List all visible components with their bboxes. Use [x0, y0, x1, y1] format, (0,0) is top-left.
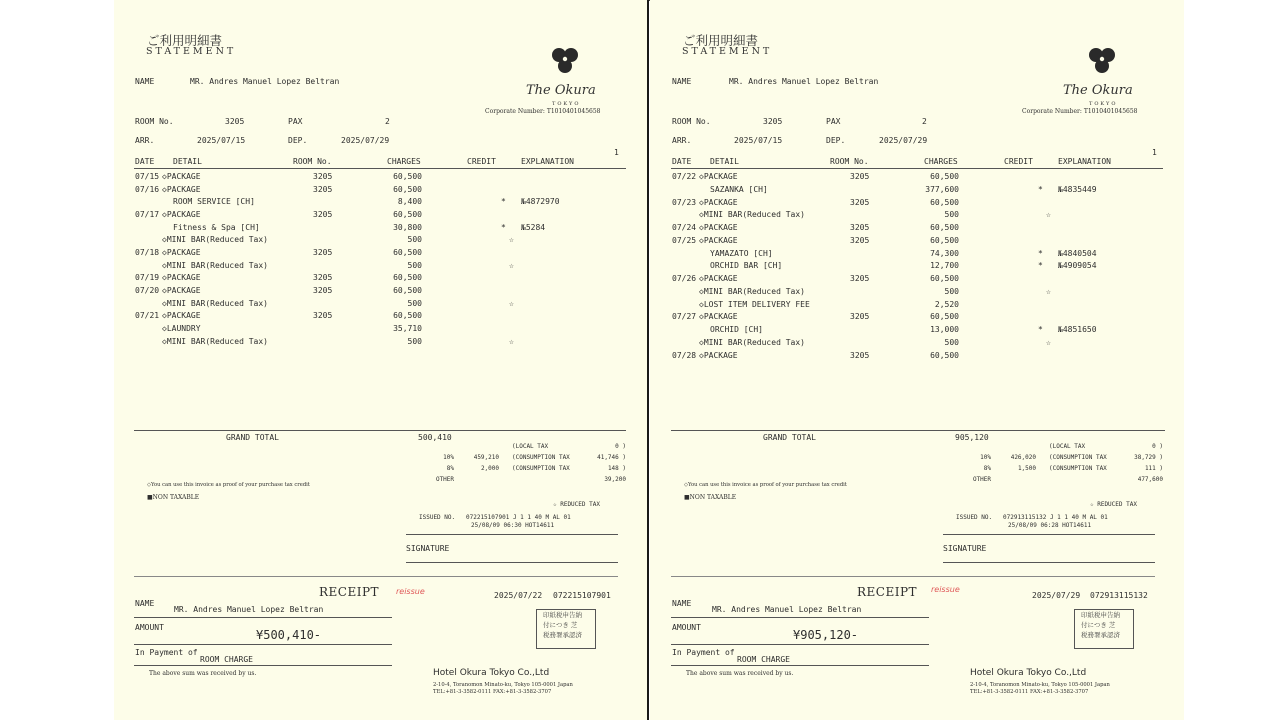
line-charges: 60,500	[930, 197, 959, 207]
tax-label: (LOCAL TAX	[1049, 443, 1086, 450]
stamp-line: 付につき 芝	[543, 621, 578, 629]
line-detail: ◇MINI BAR(Reduced Tax)	[699, 286, 805, 296]
line-detail: ◇PACKAGE	[699, 172, 738, 181]
line-detail: ◇MINI BAR(Reduced Tax)	[162, 260, 268, 270]
line-date: 07/22	[672, 172, 697, 181]
statement-title-en: STATEMENT	[146, 46, 237, 57]
line-charges: 60,500	[393, 286, 422, 295]
line-explanation: №4835449	[1058, 184, 1097, 194]
col-charges: CHARGES	[387, 157, 421, 166]
grand-total-label: GRAND TOTAL	[226, 433, 279, 442]
hotel-address: 2-10-4, Toranomon Minato-ku, Tokyo 105-0001 Japan	[970, 682, 1110, 688]
line-room: 3205	[850, 197, 870, 207]
line-room: 3205	[850, 223, 870, 232]
room-label: ROOM No.	[135, 117, 174, 126]
non-taxable-note: ■NON TAXABLE	[684, 494, 737, 501]
line-detail: ◇PACKAGE	[162, 311, 201, 321]
line-charges: 500	[944, 337, 959, 347]
statement-page	[114, 0, 648, 720]
line-charges: 60,500	[930, 312, 959, 322]
line-credit-mark: *	[1038, 261, 1043, 271]
statement-page	[650, 0, 1184, 720]
tax-amount: 39,200	[604, 476, 626, 483]
issued-label: ISSUED NO.	[956, 514, 993, 521]
dep-date: 2025/07/29	[341, 136, 390, 145]
hotel-city: TOKYO	[552, 101, 581, 107]
line-detail: SAZANKA [CH]	[710, 184, 768, 194]
line-date: 07/28	[672, 350, 697, 360]
signature-line	[406, 562, 618, 563]
grand-total-label: GRAND TOTAL	[763, 433, 816, 442]
line-charges: 35,710	[393, 324, 422, 333]
receipt-name: MR. Andres Manuel Lopez Beltran	[712, 605, 862, 614]
line-room: 3205	[850, 235, 870, 245]
line-date: 07/20	[135, 286, 160, 295]
arr-date: 2025/07/15	[197, 136, 246, 145]
line-date: 07/17	[135, 210, 160, 219]
line-detail: ◇PACKAGE	[699, 312, 738, 322]
okura-logo-icon	[1086, 46, 1118, 76]
signature-line	[943, 562, 1155, 563]
stamp-line: 税務署承認済	[543, 631, 582, 639]
line-charges: 12,700	[930, 261, 959, 271]
line-credit-mark: ☆	[1046, 337, 1051, 347]
statement-title-jp: ご利用明細書	[147, 33, 223, 48]
line-charges: 8,400	[397, 197, 422, 207]
issued-time: 25/08/09 06:30 HOT14611	[471, 522, 555, 529]
receipt-name-label: NAME	[672, 599, 692, 608]
tax-amount: 148 )	[607, 465, 626, 472]
receipt-date: 2025/07/29	[1032, 591, 1081, 600]
stamp-line: 印紙税申告納	[1081, 611, 1120, 619]
line-detail: ◇PACKAGE	[699, 197, 738, 207]
reissue-mark: reissue	[396, 587, 425, 596]
line-room: 3205	[313, 248, 333, 257]
hotel-address: 2-10-4, Toranomon Minato-ku, Tokyo 105-0001 Japan	[433, 682, 573, 688]
total-rule	[134, 430, 626, 431]
tax-amount: 41,746 )	[597, 454, 626, 461]
pax-label: PAX	[826, 117, 841, 126]
issued-rule	[943, 534, 1155, 535]
line-explanation: №4851650	[1058, 325, 1097, 334]
receipt-name-rule	[134, 617, 392, 618]
line-date: 07/18	[135, 248, 160, 257]
hotel-logo-text: The Okura	[1063, 83, 1133, 98]
reissue-mark: reissue	[931, 585, 960, 594]
line-credit-mark: *	[1038, 184, 1043, 194]
line-room: 3205	[313, 184, 333, 194]
payment-rule	[671, 665, 929, 666]
stamp-line: 印紙税申告納	[543, 611, 582, 619]
line-room: 3205	[313, 273, 333, 283]
issued-time: 25/08/09 06:28 HOT14611	[1008, 522, 1092, 529]
line-detail: ◇PACKAGE	[162, 248, 201, 257]
line-date: 07/19	[135, 273, 160, 283]
line-room: 3205	[313, 311, 333, 321]
line-credit-mark: *	[1038, 325, 1043, 334]
line-charges: 500	[407, 336, 422, 346]
hotel-phone: TEL:+81-3-3582-0111 FAX:+81-3-3582-3707	[433, 689, 552, 695]
guest-name: MR. Andres Manuel Lopez Beltran	[729, 77, 879, 86]
col-room: ROOM No.	[293, 157, 332, 166]
line-credit-mark: ☆	[509, 298, 514, 308]
line-charges: 500	[944, 210, 959, 220]
payment-rule	[134, 665, 392, 666]
line-detail: ORCHID BAR [CH]	[710, 261, 783, 271]
line-date: 07/27	[672, 312, 697, 322]
col-date: DATE	[135, 157, 155, 166]
pax-value: 2	[385, 117, 390, 126]
line-room: 3205	[850, 350, 870, 360]
header-rule	[671, 168, 1163, 169]
line-charges: 13,000	[930, 325, 959, 334]
tax-base: 459,210	[473, 454, 499, 461]
received-note: The above sum was received by us.	[149, 670, 257, 677]
page-divider	[647, 0, 649, 720]
total-rule	[671, 430, 1165, 431]
issued-label: ISSUED NO.	[419, 514, 456, 521]
receipt-amount-rule	[134, 644, 392, 645]
line-detail: ◇MINI BAR(Reduced Tax)	[162, 235, 268, 245]
line-detail: ◇PACKAGE	[699, 350, 738, 360]
line-charges: 2,520	[934, 299, 959, 309]
header-rule	[134, 168, 626, 169]
line-charges: 60,500	[930, 235, 959, 245]
hotel-phone: TEL:+81-3-3582-0111 FAX:+81-3-3582-3707	[970, 689, 1089, 695]
line-detail: ◇PACKAGE	[162, 286, 201, 295]
hotel-company-name: Hotel Okura Tokyo Co.,Ltd	[433, 668, 550, 678]
line-charges: 60,500	[393, 172, 422, 181]
arr-date: 2025/07/15	[734, 136, 783, 145]
tax-amount: 477,600	[1137, 476, 1163, 483]
receipt-divider	[134, 576, 618, 577]
line-room: 3205	[313, 210, 333, 219]
issued-rule	[406, 534, 618, 535]
receipt-title: RECEIPT	[857, 585, 918, 599]
reduced-tax-note: ☆ REDUCED TAX	[1090, 501, 1137, 508]
signature-label: SIGNATURE	[943, 544, 987, 553]
line-detail: YAMAZATO [CH]	[710, 248, 773, 258]
line-detail: ROOM SERVICE [CH]	[173, 197, 255, 207]
receipt-name-label: NAME	[135, 599, 155, 608]
line-credit-mark: ☆	[1046, 286, 1051, 296]
corporate-number: Corporate Number: T1010401045658	[1022, 108, 1138, 115]
name-label: NAME	[672, 77, 692, 86]
payment-label: In Payment of	[672, 648, 735, 657]
col-detail: DETAIL	[710, 157, 739, 166]
line-credit-mark: ☆	[509, 336, 514, 346]
receipt-amount-rule	[671, 644, 929, 645]
tax-rate: OTHER	[972, 476, 991, 483]
receipt-name: MR. Andres Manuel Lopez Beltran	[174, 605, 324, 614]
corporate-number: Corporate Number: T1010401045658	[485, 108, 601, 115]
payment-label: In Payment of	[135, 648, 198, 657]
line-charges: 500	[407, 298, 422, 308]
line-credit-mark: ☆	[1046, 210, 1051, 220]
okura-logo-icon	[549, 46, 581, 76]
line-room: 3205	[313, 286, 333, 295]
tax-rate: 8%	[983, 465, 991, 472]
tax-amount: 111 )	[1144, 465, 1163, 472]
line-charges: 30,800	[393, 222, 422, 232]
tax-base: 1,500	[1017, 465, 1036, 472]
tax-rate: 10%	[980, 454, 991, 461]
line-room: 3205	[850, 172, 870, 181]
arr-label: ARR.	[135, 136, 155, 145]
line-date: 07/16	[135, 184, 160, 194]
reduced-tax-note: ☆ REDUCED TAX	[553, 501, 600, 508]
tax-label: (CONSUMPTION TAX	[512, 454, 570, 461]
statement-title-jp: ご利用明細書	[683, 33, 759, 48]
line-credit-mark: *	[501, 222, 506, 232]
issued-number: 072215107901 J 1 1 40 M AL 01	[466, 514, 571, 521]
line-charges: 60,500	[930, 274, 959, 283]
line-explanation: №4840504	[1058, 248, 1097, 258]
tax-base: 2,000	[480, 465, 499, 472]
line-charges: 500	[407, 260, 422, 270]
line-detail: Fitness & Spa [CH]	[173, 222, 260, 232]
tax-amount: 0 )	[1152, 443, 1163, 450]
line-credit-mark: ☆	[509, 260, 514, 270]
receipt-amount: ¥905,120-	[793, 628, 859, 642]
name-label: NAME	[135, 77, 155, 86]
col-credit: CREDIT	[467, 157, 496, 166]
hotel-company-name: Hotel Okura Tokyo Co.,Ltd	[970, 668, 1087, 678]
tax-rate: 10%	[443, 454, 454, 461]
line-charges: 500	[407, 235, 422, 245]
tax-rate: OTHER	[435, 476, 454, 483]
statement-title-en: STATEMENT	[682, 46, 773, 57]
tax-amount: 38,729 )	[1134, 454, 1163, 461]
col-date: DATE	[672, 157, 692, 166]
revenue-stamp-box	[1074, 609, 1134, 649]
dep-label: DEP.	[288, 136, 308, 145]
col-explanation: EXPLANATION	[521, 157, 574, 166]
received-note: The above sum was received by us.	[686, 670, 794, 677]
line-charges: 60,500	[393, 184, 422, 194]
line-charges: 60,500	[930, 350, 959, 360]
guest-name: MR. Andres Manuel Lopez Beltran	[190, 77, 340, 86]
grand-total-value: 500,410	[418, 433, 452, 442]
receipt-number: 072215107901	[553, 591, 611, 600]
line-credit-mark: *	[1038, 248, 1043, 258]
hotel-logo-text: The Okura	[526, 83, 596, 98]
pax-label: PAX	[288, 117, 303, 126]
col-detail: DETAIL	[173, 157, 202, 166]
line-room: 3205	[850, 312, 870, 322]
receipt-divider	[671, 576, 1155, 577]
receipt-number: 072913115132	[1090, 591, 1148, 600]
proof-note: ◇You can use this invoice as proof of your purchase tax credit	[147, 482, 310, 488]
line-detail: ◇PACKAGE	[699, 223, 738, 232]
line-detail: ◇PACKAGE	[699, 274, 738, 283]
revenue-stamp-box	[536, 609, 596, 649]
line-charges: 60,500	[930, 223, 959, 232]
proof-note: ◇You can use this invoice as proof of your purchase tax credit	[684, 482, 847, 488]
room-label: ROOM No.	[672, 117, 711, 126]
issued-number: 072913115132 J 1 1 40 M AL 01	[1003, 514, 1108, 521]
room-number: 3205	[225, 117, 245, 126]
line-detail: ◇PACKAGE	[162, 210, 201, 219]
col-room: ROOM No.	[830, 157, 869, 166]
line-date: 07/24	[672, 223, 697, 232]
line-explanation: №5284	[521, 222, 546, 232]
line-charges: 60,500	[393, 273, 422, 283]
receipt-amount: ¥500,410-	[256, 628, 322, 642]
line-detail: ◇PACKAGE	[162, 172, 201, 181]
grand-total-value: 905,120	[955, 433, 989, 442]
line-detail: ◇MINI BAR(Reduced Tax)	[162, 336, 268, 346]
line-credit-mark: *	[501, 197, 506, 207]
stamp-line: 付につき 芝	[1081, 621, 1116, 629]
payment-for: ROOM CHARGE	[737, 655, 790, 664]
col-explanation: EXPLANATION	[1058, 157, 1111, 166]
tax-base: 426,020	[1010, 454, 1036, 461]
receipt-title: RECEIPT	[319, 585, 380, 599]
pax-value: 2	[922, 117, 927, 126]
non-taxable-note: ■NON TAXABLE	[147, 494, 200, 501]
col-charges: CHARGES	[924, 157, 958, 166]
line-detail: ◇PACKAGE	[699, 235, 738, 245]
tax-label: (CONSUMPTION TAX	[1049, 454, 1107, 461]
line-charges: 377,600	[925, 184, 959, 194]
stamp-line: 税務署承認済	[1081, 631, 1120, 639]
line-date: 07/15	[135, 172, 160, 181]
line-date: 07/25	[672, 235, 697, 245]
line-detail: ◇MINI BAR(Reduced Tax)	[699, 210, 805, 220]
line-charges: 74,300	[930, 248, 959, 258]
line-charges: 60,500	[930, 172, 959, 181]
line-detail: ORCHID [CH]	[710, 325, 763, 334]
line-charges: 60,500	[393, 210, 422, 219]
tax-label: (CONSUMPTION TAX	[1049, 465, 1107, 472]
line-charges: 60,500	[393, 311, 422, 321]
line-explanation: №4909054	[1058, 261, 1097, 271]
line-detail: ◇PACKAGE	[162, 184, 201, 194]
tax-label: (LOCAL TAX	[512, 443, 549, 450]
receipt-date: 2025/07/22	[494, 591, 543, 600]
line-detail: ◇MINI BAR(Reduced Tax)	[162, 298, 268, 308]
dep-date: 2025/07/29	[879, 136, 928, 145]
hotel-city: TOKYO	[1089, 101, 1118, 107]
line-charges: 60,500	[393, 248, 422, 257]
arr-label: ARR.	[672, 136, 692, 145]
page-number: 1	[614, 148, 619, 157]
line-detail: ◇PACKAGE	[162, 273, 201, 283]
receipt-amount-label: AMOUNT	[672, 623, 701, 632]
payment-for: ROOM CHARGE	[200, 655, 253, 664]
receipt-amount-label: AMOUNT	[135, 623, 164, 632]
line-room: 3205	[313, 172, 333, 181]
line-explanation: №4872970	[521, 197, 560, 207]
receipt-name-rule	[671, 617, 929, 618]
col-credit: CREDIT	[1004, 157, 1033, 166]
dep-label: DEP.	[826, 136, 846, 145]
tax-amount: 0 )	[615, 443, 626, 450]
tax-label: (CONSUMPTION TAX	[512, 465, 570, 472]
tax-rate: 8%	[446, 465, 454, 472]
line-detail: ◇MINI BAR(Reduced Tax)	[699, 337, 805, 347]
page-number: 1	[1152, 148, 1157, 157]
line-date: 07/23	[672, 197, 697, 207]
line-credit-mark: ☆	[509, 235, 514, 245]
line-detail: ◇LAUNDRY	[162, 324, 201, 333]
line-date: 07/21	[135, 311, 160, 321]
line-room: 3205	[850, 274, 870, 283]
line-date: 07/26	[672, 274, 697, 283]
room-number: 3205	[763, 117, 783, 126]
line-charges: 500	[944, 286, 959, 296]
signature-label: SIGNATURE	[406, 544, 450, 553]
line-detail: ◇LOST ITEM DELIVERY FEE	[699, 299, 810, 309]
